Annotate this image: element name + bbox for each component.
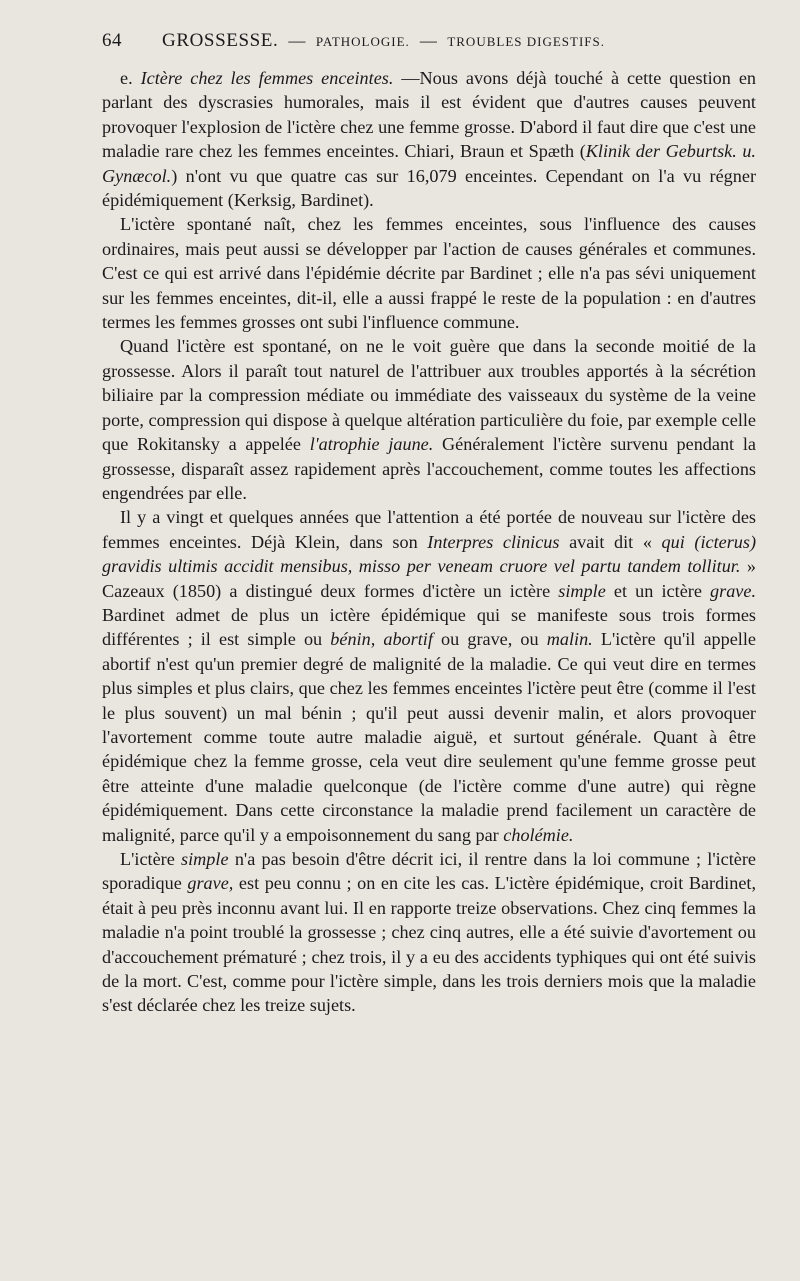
text-run: est peu connu ; on en cite les cas. L'ictère épidémique, croit Bardinet, était à peu près inconnu avant lui. Il en rapporte treize observations. Chez cinq femmes la maladie n'a point troublé la grossesse ; chez cinq autres, elle a été suivie d'avortement ou d'accouchement prématuré ; chez trois, il y a eu des accidents typhiques qui ont été suivis de la mort. C'est, comme pour l'ictère simple, dans les trois derniers mois que la maladie s'est déclarée chez les treize sujets. [102, 873, 756, 1016]
text-run: Quand l'ictère est spontané, on ne le voit guère que dans la seconde moitié de la grossesse. Alors il paraît tout naturel de l'attribuer aux troubles apportés à la sécrétion biliaire par la compression médiate ou immédiate des vaisseaux du système de la veine porte, compression qui dispose à quelque altération particulière du foie, par exemple celle que Rokitansky a appelée [102, 336, 756, 455]
italic-title: Interpres clinicus [427, 531, 560, 552]
italic-term: bénin, abortif [330, 629, 433, 650]
text-run: e. [120, 68, 141, 88]
italic-citation: Klinik der Geburtsk. u. Gynæcol. [102, 141, 756, 186]
page-number: 64 [102, 30, 122, 51]
text-run: n'a pas besoin d'être décrit ici, il rentre dans la loi commune ; l'ictère sporadique [102, 849, 756, 894]
running-section: PATHOLOGIE. [315, 34, 410, 49]
italic-term: cholémie. [503, 824, 574, 845]
text-run: avait dit « [559, 531, 662, 552]
text-run: L'ictère qu'il appelle abortif n'est qu'un premier degré de malignité de la maladie. Ce qui veut dire en termes plus simples et plus clairs, que chez les femmes enceintes l'ictère peut être (comme il l'est le plus souvent) un mal bénin ; qu'il peut aussi devenir malin, et alors provoquer l'avortement comme toute autre maladie aiguë, et surtout générale. Quant à être épidémique chez la femme grosse, cela veut dire seulement qu'une femme grosse peut être atteinte d'une maladie quelconque (de l'ictère comme d'une autre) qui règne épidémiquement. Dans cette circonstance la maladie prend facilement un caractère de malignité, parce qu'il y a empoisonnement du sang par [102, 629, 756, 845]
running-subsection: TROUBLES DIGESTIFS. [447, 34, 605, 49]
text-run: ou grave, ou [432, 629, 547, 650]
text-run: ) n'ont vu que quatre cas sur 16,079 enceintes. Cependant on l'a vu régner épidémiquement (Kerksig, Bardinet). [102, 165, 756, 211]
running-header [102, 30, 756, 52]
paragraph-3 [102, 334, 756, 505]
italic-term: malin. [546, 629, 593, 650]
paragraph-5 [102, 847, 756, 1018]
text-run: et un ictère [605, 580, 711, 601]
paragraph-1 [102, 66, 756, 212]
italic-term: grave, [187, 873, 234, 894]
italic-term: simple [558, 580, 606, 601]
text-run: » Cazeaux (1850) a distingué deux formes d'ictère un ictère [102, 556, 756, 601]
italic-heading: Ictère chez les femmes enceintes. [140, 68, 394, 88]
text-run: Généralement l'ictère survenu pendant la grossesse, disparaît assez rapidement après l'accouchement, comme toutes les affections engendrées par elle. [102, 434, 756, 503]
italic-quote: qui (icterus) gravidis ultimis accidit mensibus, misso per veneam cruore vel partu tandem tollitur. [102, 531, 757, 577]
running-title: GROSSESSE. [162, 30, 279, 51]
text-run: Il y a vingt et quelques années que l'attention a été portée de nouveau sur l'ictère des femmes enceintes. Déjà Klein, dans son [102, 507, 756, 552]
text-run: Bardinet admet de plus un ictère épidémique qui se manifeste sous trois formes différentes ; il est simple ou [102, 604, 756, 650]
italic-term: grave. [710, 580, 756, 601]
italic-term: simple [181, 849, 229, 869]
header-separator: — [288, 31, 306, 50]
page-body [102, 66, 756, 1018]
paragraph-2: L'ictère spontané naît, chez les femmes enceintes, sous l'influence des causes ordinaires, mais peut aussi se développer par l'action de causes générales et communes. C'est ce qui est arrivé dans l'épidémie décrite par Bardinet ; elle n'a pas sévi uniquement sur les femmes enceintes, dit-il, elle a aussi frappé le reste de la population : en d'autres termes les femmes grosses ont subi l'influence commune. [102, 214, 756, 333]
text-run: —Nous avons déjà touché à cette question en parlant des dyscrasies humorales, mais il est évident que d'autres causes peuvent provoquer l'explosion de l'ictère chez une femme grosse. D'abord il faut dire que c'est une maladie rare chez les femmes enceintes. Chiari, Braun et Spæth ( [102, 68, 756, 162]
italic-term: l'atrophie jaune. [309, 434, 434, 455]
text-run: L'ictère [120, 849, 182, 869]
paragraph-4 [102, 505, 756, 847]
header-separator: — [419, 31, 438, 50]
